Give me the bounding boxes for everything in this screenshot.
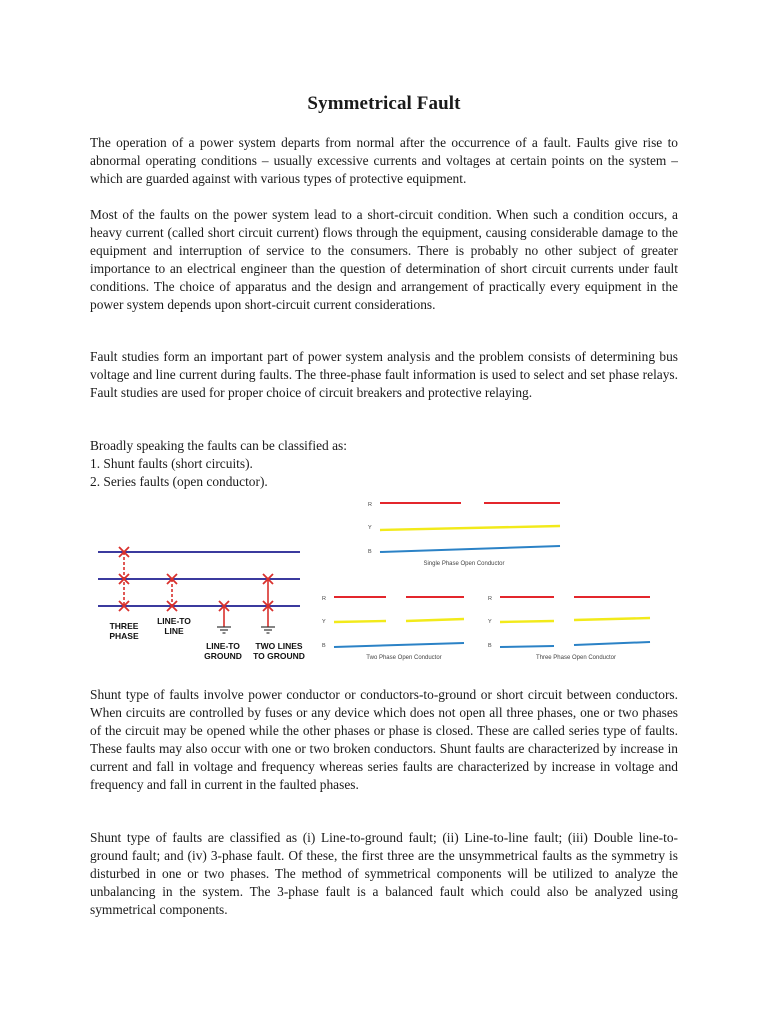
three-phase-open-panel [488,596,650,661]
paragraph-fault-studies: Fault studies form an important part of power system analysis and the problem consists of determining bus voltage and line current during faults. The three-phase fault information is used to select and set phase relays. Fault studies are used for proper choice of circuit breakers and protective relaying. [90,349,678,400]
paragraph-shunt-classification: Shunt type of faults are classified as (i) Line-to-ground fault; (ii) Line-to-line fault; (iii) Double line-to-ground fault; and (iv) 3-phase fault. Of these, the first three are the unsymmetrical faults as the symmetry is disturbed in one or two phases. The method of symmetrical components will be utilized to analyze the unbalancing in the system. The 3-phase fault is a balanced fault which could also be analyzed using symmetrical components. [90,830,678,917]
label-two-lines-to-ground: TO GROUND [253,651,305,661]
page-title: Symmetrical Fault [307,93,461,114]
bus-lines [98,552,300,606]
shunt-faults-diagram [96,535,308,670]
single-phase-open-panel [368,502,560,567]
two-phase-open-panel [322,596,464,661]
list-item: 1. Shunt faults (short circuits). [90,455,253,471]
caption-three-phase: Three Phase Open Conductor [535,655,617,661]
phase-label-r: R [322,596,326,602]
caption-two-phase: Two Phase Open Conductor [366,655,442,661]
ground-symbol-icon [217,627,231,633]
classification-list [90,437,390,491]
paragraph-shunt-faults: Shunt type of faults involve power conductor or conductors-to-ground or short circuit between conductors. When circuits are controlled by fuses or any device which does not open all three phases, one or two phases of the circuit may be opened while the other phases or phase is closed. These are called series type of faults. These faults may also occur with one or two broken conductors. Shunt faults are characterized by increase in current and fall in voltage and frequency whereas series faults are characterized by increase in voltage and frequency and fall in current in the faulted phases. [90,687,678,792]
classification-intro: Broadly speaking the faults can be classified as: [90,438,347,453]
label-line-to-ground: GROUND [204,651,242,661]
fault-connections [124,552,268,627]
ground-symbol-icon [261,627,275,633]
open-conductor-diagram [314,490,658,670]
phase-label-b: B [488,643,492,649]
label-two-lines-to-ground: TWO LINES [255,641,303,651]
phase-label-b: B [368,549,372,555]
paragraph-short-circuit: Most of the faults on the power system lead to a short-circuit condition. When such a condition occurs, a heavy current (called short circuit current) flows through the equipment, causing considerable damage to the equipment and interruption of service to the consumers. There is probably no other subject of greater importance to an electrical engineer than the question of determination of short circuit currents under fault conditions. The choice of apparatus and the design and arrangement of practically every equipment in the power system depends upon short-circuit current considerations. [90,207,678,312]
phase-label-r: R [368,502,372,508]
paragraph-intro: The operation of a power system departs from normal after the occurrence of a fault. Faults give rise to abnormal operating conditions – usually excessive currents and voltages at certain points on the system – which are guarded against with various types of protective equipment. [90,135,678,186]
label-line-to-ground: LINE-TO [206,641,240,651]
phase-label-y: Y [322,619,326,625]
label-three-phase: THREE [109,621,139,631]
caption-single-phase: Single Phase Open Conductor [423,561,505,567]
phase-label-r: R [488,596,492,602]
list-item: 2. Series faults (open conductor). [90,473,268,489]
phase-label-y: Y [368,525,372,531]
label-line-to-line: LINE-TO [157,616,191,626]
phase-label-b: B [322,643,326,649]
phase-label-y: Y [488,619,492,625]
label-line-to-line: LINE [164,626,184,636]
label-three-phase: PHASE [109,631,139,641]
